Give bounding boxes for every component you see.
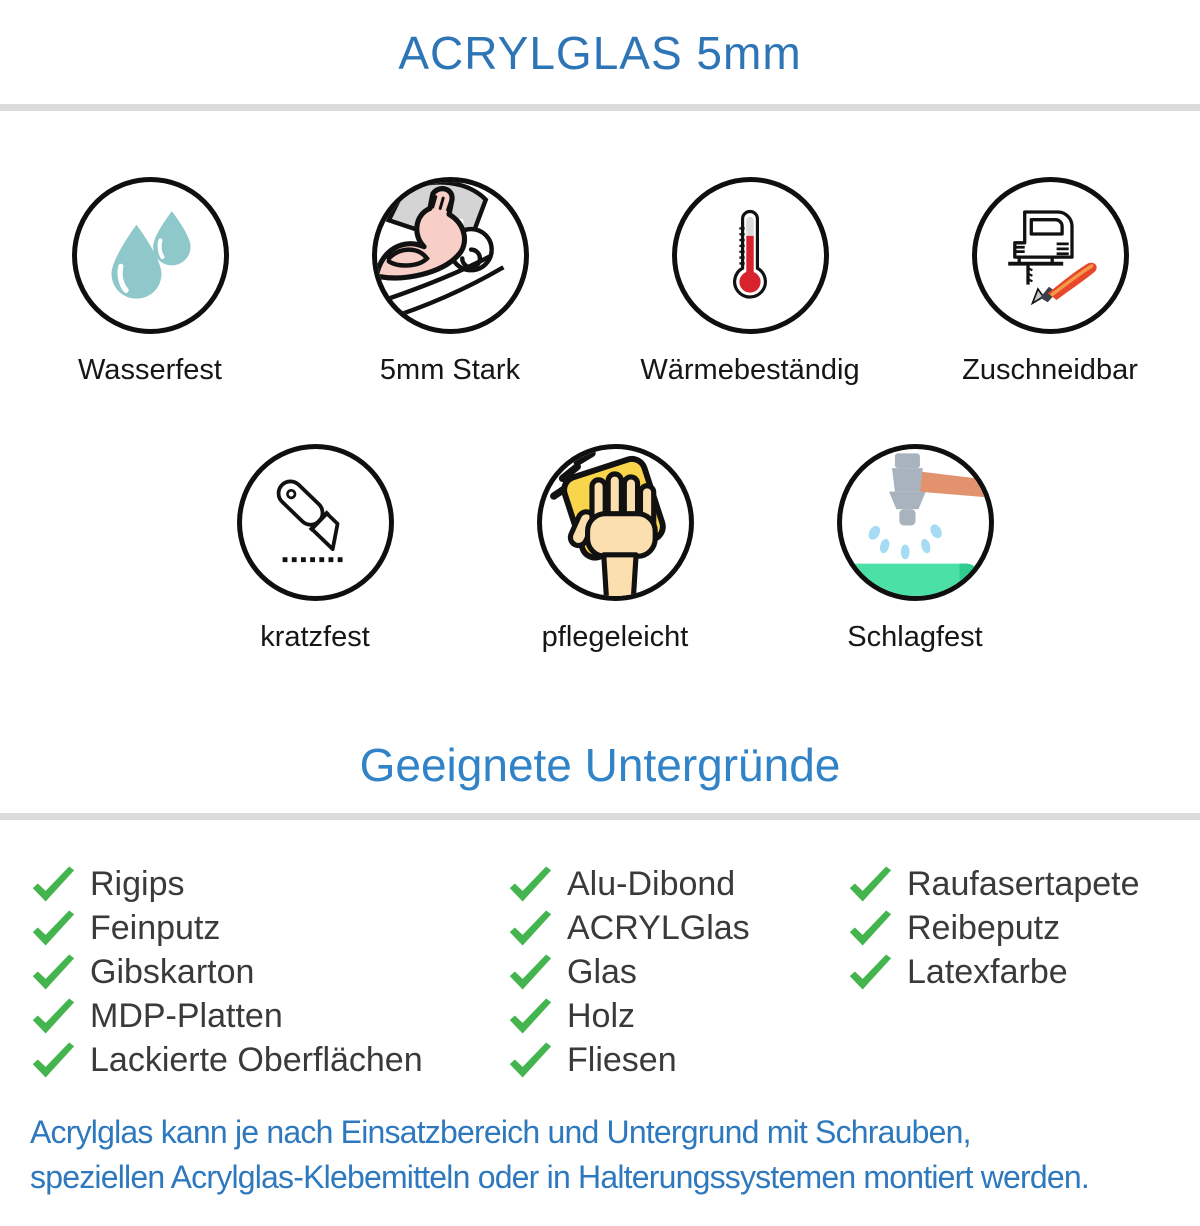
utility-knife-icon	[237, 444, 394, 601]
check-icon	[507, 953, 553, 991]
feature-label: Schlagfest	[847, 621, 983, 653]
list-item	[507, 994, 847, 1038]
thermometer-icon	[672, 177, 829, 334]
list-item	[507, 1038, 847, 1082]
list-item	[847, 862, 1200, 906]
feature-label: kratzfest	[260, 621, 370, 653]
feature-label: pflegeleicht	[541, 621, 689, 653]
water-drops-icon	[72, 177, 229, 334]
list-item	[30, 994, 507, 1038]
substrate-column-1	[30, 862, 507, 1082]
list-item-label: Glas	[567, 952, 637, 991]
check-icon	[30, 909, 76, 947]
feature-schlagfest	[765, 444, 1065, 654]
mounting-note-line-2: speziellen Acrylglas-Klebemitteln oder in Halterungssystemen montiert werden.	[30, 1159, 1089, 1195]
list-item-label: Feinputz	[90, 908, 221, 947]
list-item	[30, 862, 507, 906]
check-icon	[847, 909, 893, 947]
check-icon	[30, 865, 76, 903]
check-icon	[30, 1041, 76, 1079]
page-title: ACRYLGLAS 5mm	[398, 27, 802, 79]
list-item-label: ACRYLGlas	[567, 908, 750, 947]
list-item-label: Rigips	[90, 864, 185, 903]
list-item	[507, 862, 847, 906]
feature-row-2	[15, 444, 1200, 654]
wiping-hand-icon	[537, 444, 694, 601]
list-item-label: Gibskarton	[90, 952, 255, 991]
feature-wasserfest	[0, 177, 300, 387]
feature-label: Wasserfest	[78, 354, 222, 386]
check-icon	[30, 953, 76, 991]
feature-waermebestaendig	[600, 177, 900, 387]
feature-label: 5mm Stark	[379, 354, 521, 386]
list-item	[30, 950, 507, 994]
check-icon	[847, 865, 893, 903]
list-item-label: Lackierte Oberflächen	[90, 1040, 423, 1079]
hammer-impact-icon	[837, 444, 994, 601]
list-item-label: Latexfarbe	[907, 952, 1068, 991]
substrate-list	[0, 862, 1200, 1082]
list-item	[507, 950, 847, 994]
list-item-label: Reibeputz	[907, 908, 1061, 947]
feature-zuschneidbar	[900, 177, 1200, 387]
check-icon	[30, 997, 76, 1035]
list-item-label: Raufasertapete	[907, 864, 1140, 903]
section-title-untergruende: Geeignete Untergründe	[359, 739, 841, 791]
list-item	[30, 906, 507, 950]
feature-label: Wärmebeständig	[640, 354, 860, 386]
list-item	[30, 1038, 507, 1082]
check-icon	[507, 909, 553, 947]
list-item-label: Holz	[567, 996, 636, 1035]
check-icon	[507, 997, 553, 1035]
list-item-label: MDP-Platten	[90, 996, 283, 1035]
jigsaw-and-knife-icon	[972, 177, 1129, 334]
section-divider	[0, 813, 1200, 820]
top-divider	[0, 104, 1200, 111]
substrate-column-3	[847, 862, 1200, 1082]
feature-5mm-stark	[300, 177, 600, 387]
check-icon	[507, 1041, 553, 1079]
check-icon	[507, 865, 553, 903]
flexed-arm-icon	[372, 177, 529, 334]
feature-pflegeleicht	[465, 444, 765, 654]
substrate-column-2	[507, 862, 847, 1082]
mounting-note-line-1: Acrylglas kann je nach Einsatzbereich und Untergrund mit Schrauben,	[30, 1114, 971, 1150]
list-item	[847, 906, 1200, 950]
list-item-label: Alu-Dibond	[567, 864, 736, 903]
list-item-label: Fliesen	[567, 1040, 677, 1079]
feature-label: Zuschneidbar	[962, 354, 1138, 386]
feature-kratzfest	[165, 444, 465, 654]
feature-row-1	[0, 177, 1200, 387]
check-icon	[847, 953, 893, 991]
list-item	[847, 950, 1200, 994]
list-item	[507, 906, 847, 950]
mounting-note	[0, 1110, 1200, 1200]
